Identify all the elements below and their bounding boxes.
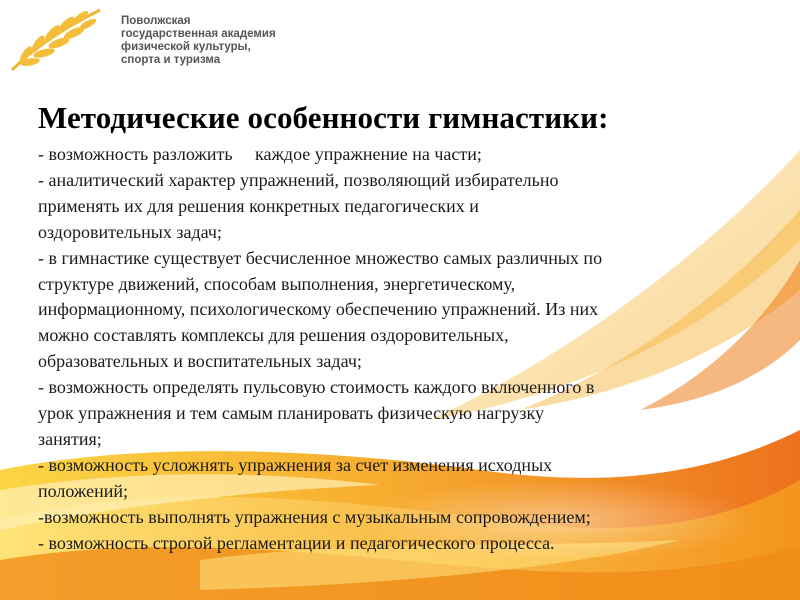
org-line: государственная академия xyxy=(121,28,276,40)
body-line: - возможность определять пульсовую стоимость каждого включенного в xyxy=(38,377,595,398)
body-line: - возможность разложить каждое упражнение на части; xyxy=(38,144,482,164)
body-line: образовательных и воспитательных задач; xyxy=(38,351,362,372)
body-line: занятия; xyxy=(38,428,102,449)
body-line: - в гимнастике существует бесчисленное множество самых различных по xyxy=(38,247,603,268)
body-line: информационному, психологическому обеспечению упражнений. Из них xyxy=(38,299,599,320)
slide-title: Методические особенности гимнастики: xyxy=(38,100,609,135)
organization-name xyxy=(121,15,276,67)
body-line: оздоровительных задач; xyxy=(38,221,222,242)
body-line: - возможность усложнять упражнения за счет изменения исходных xyxy=(38,454,553,475)
body-line: можно составлять комплексы для решения оздоровительных, xyxy=(38,325,509,346)
laurel-logo xyxy=(4,4,114,74)
body-line: положений; xyxy=(38,480,129,501)
org-line: физической культуры, xyxy=(121,41,251,53)
body-line: -возможность выполнять упражнения с музыкальным сопровождением; xyxy=(38,506,591,527)
body-line: структуре движений, способам выполнения, энергетическому, xyxy=(38,273,516,294)
body-line: урок упражнения и тем самым планировать физическую нагрузку xyxy=(38,403,544,424)
body-line: - аналитический характер упражнений, позволяющий избирательно xyxy=(38,169,559,190)
body-line: - возможность строгой регламентации и педагогического процесса. xyxy=(38,532,555,553)
body-line: применять их для решения конкретных педагогических и xyxy=(38,195,479,216)
org-line: Поволжская xyxy=(121,15,191,27)
slide-body xyxy=(38,142,768,557)
org-line: спорта и туризма xyxy=(121,54,221,66)
